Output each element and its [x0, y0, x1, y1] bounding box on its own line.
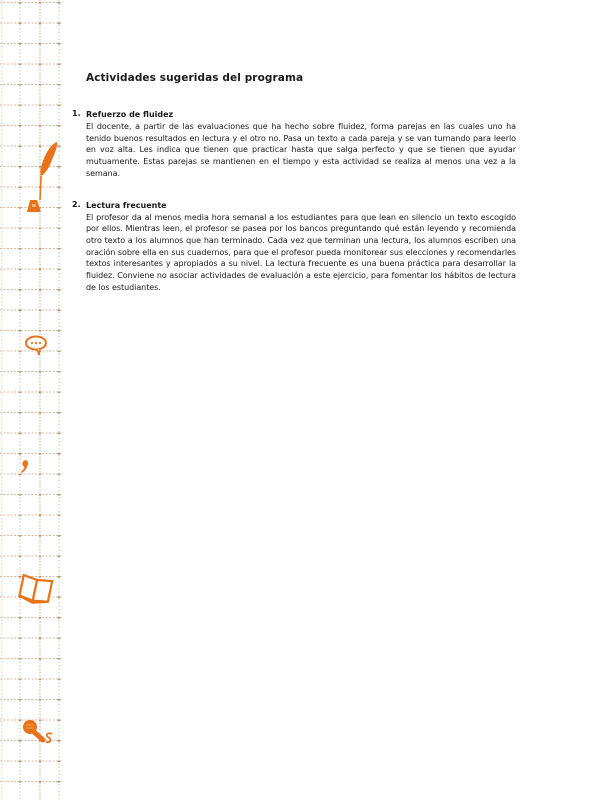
item-body: El profesor da al menos media hora semanal a los estudiantes para que lean en silencio un texto escogido por ellos. Mientras leen, el profesor se pasea por los bancos preguntando qué están leyendo y recomienda otro texto a los alumnos que han terminado. Cada vez que terminan una lectura, los alumnos escriben una oración sobre ella en sus cuadernos, para que el profesor pueda monitorear sus elecciones y recomendarles textos interesantes y apropiados a su nivel. La lectura frecuente es una buena práctica para desarrollar la fluidez. Conviene no asociar actividades de evaluación a este ejercicio, para fomentar los hábitos de lectura de los estudiantes. [86, 212, 516, 292]
margin-grid [0, 0, 64, 800]
comma-icon [20, 459, 32, 475]
item-body: El docente, a partir de las evaluaciones que ha hecho sobre fluidez, forma parejas en las cuales uno ha tenido buenos resultados en lectura y el otro no. Pasa un texto a cada pareja y se van turnando para leerlo en voz alta. Les indica que tienen que practicar hasta que salga perfecto y que se tienen que ayudar mutuamente. Estas parejas se mantienen en el tiempo y esta actividad se realiza al menos una vez a la semana. [86, 122, 516, 178]
grid-lines [0, 0, 64, 800]
activity-item [72, 109, 516, 180]
item-heading: Lectura frecuente [86, 200, 167, 210]
item-number: 1. [72, 109, 81, 118]
page-title: Actividades sugeridas del programa [86, 72, 304, 84]
open-book-icon [18, 574, 54, 606]
speech-bubble-icon [24, 334, 48, 356]
quill-icon [33, 140, 61, 202]
microphone-icon [21, 718, 57, 748]
item-heading: Refuerzo de fluidez [86, 110, 174, 119]
weight-icon [26, 199, 42, 213]
item-number: 2. [72, 199, 81, 209]
document-content [72, 72, 516, 313]
activity-item [72, 199, 516, 294]
